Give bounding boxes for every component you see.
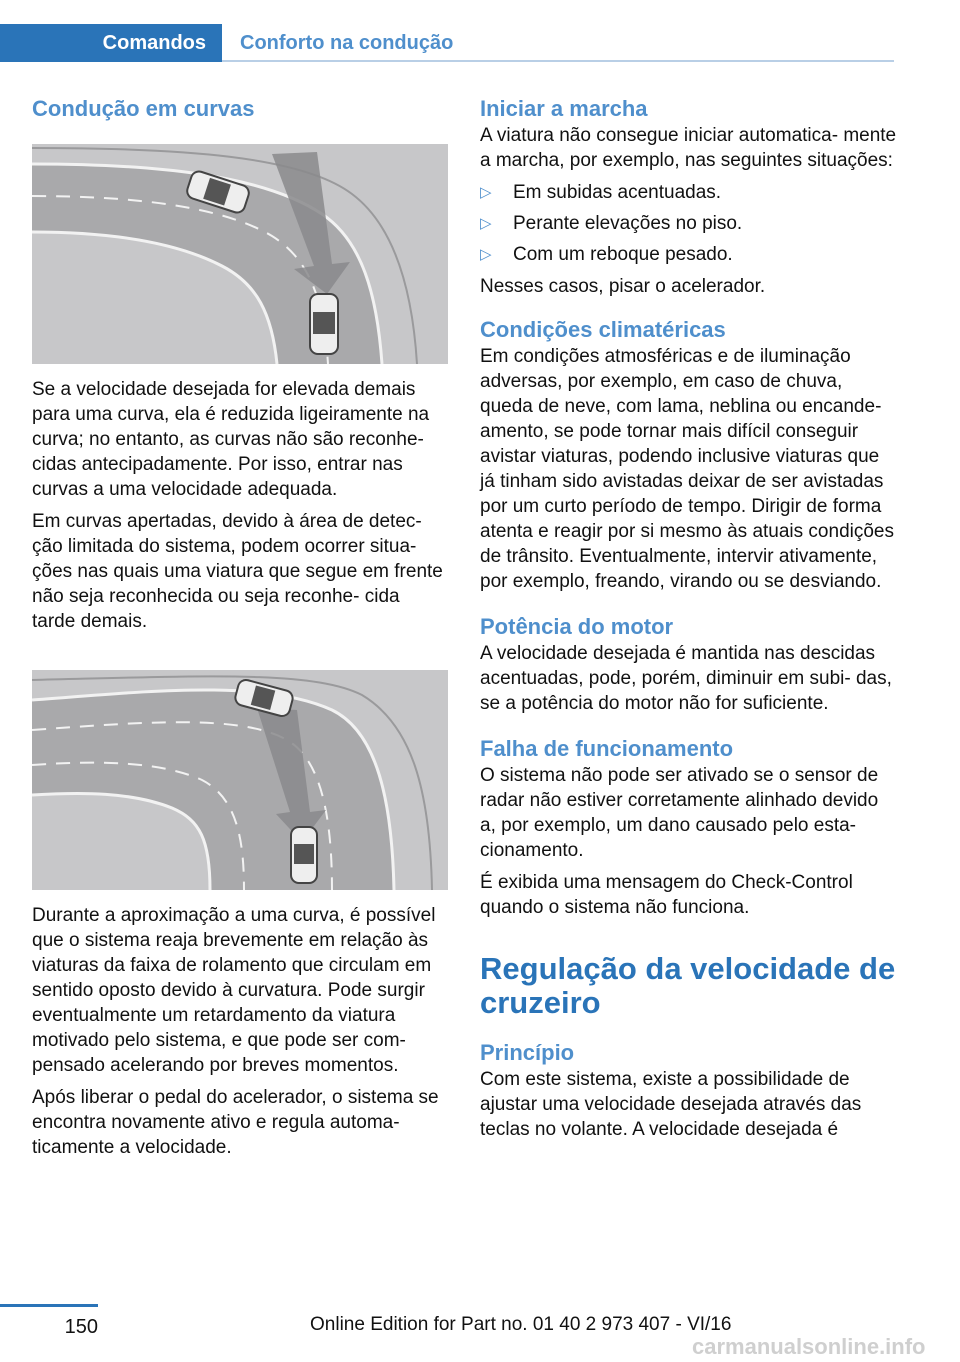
heading-potencia-do-motor: Potência do motor bbox=[480, 614, 674, 639]
tab-comandos[interactable]: Comandos bbox=[0, 24, 222, 62]
paragraph-falha-2: É exibida uma mensagem do Check-Control quando o sistema não funciona. bbox=[480, 872, 853, 918]
list-item bbox=[480, 211, 898, 236]
paragraph-climatericas: Em condições atmosféricas e de iluminação adversas, por exemplo, em caso de chuva, queda de neve, com lama, neblina ou encande‐ amento, se pode tornar mais difícil conseguir avistar viaturas, podendo inclusive viaturas que já tinham sido avistadas deixar de ser avistadas por um curto período de tempo. Dirigir de forma atenta e reagir por si mesmo às atuais condições de trânsito. Eventualmente, intervir ativamente, por exemplo, freando, virando ou se desviando. bbox=[480, 346, 894, 592]
heading-regulacao-velocidade-cruzeiro: Regulação da velocidade de cruzeiro bbox=[480, 951, 896, 1020]
triangle-bullet-icon: ▷ bbox=[480, 215, 492, 232]
triangle-bullet-icon: ▷ bbox=[480, 184, 492, 201]
edition-footer: Online Edition for Part no. 01 40 2 973 407 - VI/16 bbox=[310, 1314, 732, 1335]
paragraph-potencia: A velocidade desejada é mantida nas descidas acentuadas, pode, porém, diminuir em subi‐ das, se a potência do motor não for suficiente. bbox=[480, 643, 892, 714]
page-number-rule bbox=[0, 1304, 98, 1307]
list-item bbox=[480, 180, 898, 205]
road-curve-oncoming-car-illustration bbox=[32, 670, 448, 890]
paragraph-nesses-casos: Nesses casos, pisar o acelerador. bbox=[480, 276, 766, 297]
triangle-bullet-icon: ▷ bbox=[480, 246, 492, 263]
right-column bbox=[480, 96, 898, 1142]
watermark: carmanualsonline.info bbox=[692, 1334, 926, 1359]
paragraph-curvas-4: Após liberar o pedal do acelerador, o sistema se encontra novamente ativo e regula automa‐ ticamente a velocidade. bbox=[32, 1087, 439, 1158]
bullet-list-situacoes bbox=[480, 180, 898, 267]
paragraph-curvas-2: Em curvas apertadas, devido à área de detec‐ ção limitada do sistema, podem ocorrer situa‐ ções nas quais uma viatura que segue em frente não seja reconhecida ou seja reconhe‐ cida tarde demais. bbox=[32, 511, 443, 632]
paragraph-iniciar: A viatura não consegue iniciar automatica‐ mente a marcha, por exemplo, nas seguintes situações: bbox=[480, 125, 897, 171]
heading-condicoes-climatericas: Condições climatéricas bbox=[480, 317, 726, 342]
tab-conforto-na-conducao[interactable]: Conforto na condução bbox=[240, 31, 454, 54]
heading-iniciar-a-marcha: Iniciar a marcha bbox=[480, 96, 648, 121]
road-curve-car-illustration bbox=[32, 144, 448, 364]
list-item-text: Com um reboque pesado. bbox=[513, 244, 733, 265]
paragraph-curvas-1: Se a velocidade desejada for elevada demais para uma curva, ela é reduzida ligeiramente na curva; no entanto, as curvas não são reconhe‐ cidas antecipadamente. Por isso, entrar nas curvas a uma velocidade adequada. bbox=[32, 379, 430, 500]
left-column bbox=[32, 96, 448, 1160]
list-item bbox=[480, 242, 898, 267]
heading-principio: Princípio bbox=[480, 1040, 575, 1065]
paragraph-principio: Com este sistema, existe a possibilidade de ajustar uma velocidade desejada através das teclas no volante. A velocidade desejada é bbox=[480, 1069, 862, 1140]
page-number: 150 bbox=[64, 1316, 98, 1338]
list-item-text: Perante elevações no piso. bbox=[513, 213, 743, 234]
paragraph-curvas-3: Durante a aproximação a uma curva, é possível que o sistema reaja brevemente em relação às viaturas da faixa de rolamento que circulam em sentido oposto devido à curvatura. Pode surgir eventualmente um retardamento da viatura motivado pelo sistema, e que pode ser com‐ pensado acelerando por breves momentos. bbox=[32, 905, 436, 1076]
heading-falha-de-funcionamento: Falha de funcionamento bbox=[480, 736, 734, 761]
header-bar bbox=[0, 0, 960, 62]
list-item-text: Em subidas acentuadas. bbox=[513, 182, 722, 203]
header-divider bbox=[222, 60, 894, 62]
heading-conducao-em-curvas: Condução em curvas bbox=[32, 96, 255, 121]
paragraph-falha-1: O sistema não pode ser ativado se o sensor de radar não estiver corretamente alinhado devido a, por exemplo, um dano causado pelo esta‐ cionamento. bbox=[480, 765, 879, 861]
